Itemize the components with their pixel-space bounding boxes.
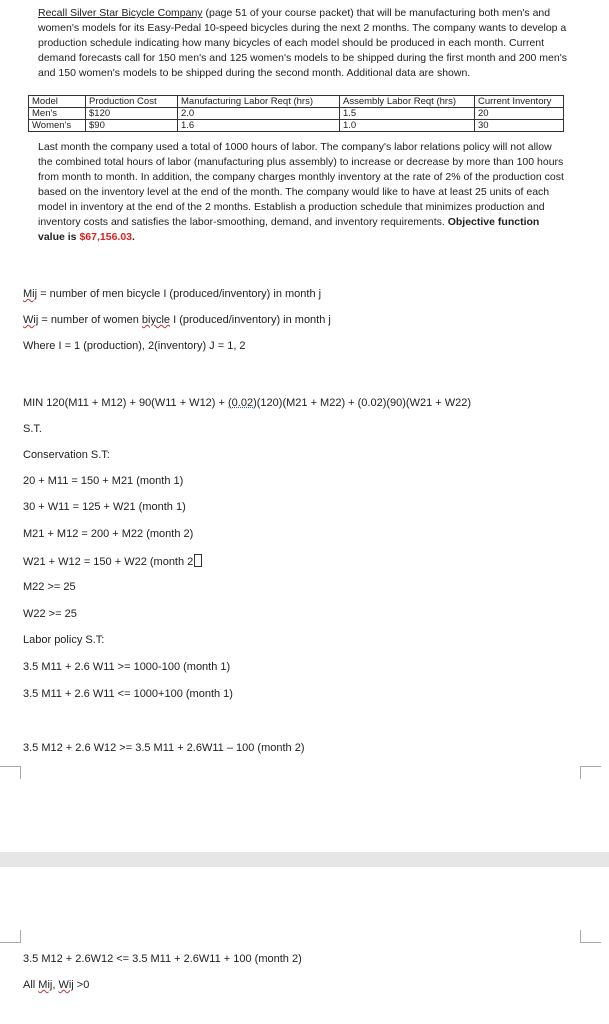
nn-text: ,	[52, 979, 59, 991]
nn-text: >0	[73, 979, 90, 991]
page-corner-mark	[580, 930, 601, 943]
constraint-line[interactable]: 30 + W11 = 125 + W21 (month 1)	[23, 501, 186, 513]
table-cell: $90	[86, 120, 178, 132]
page-corner-mark	[0, 930, 21, 943]
table-cell: 2.0	[178, 108, 340, 120]
company-title: Recall Silver Star Bicycle Company	[38, 7, 203, 19]
definition-text: = number of men bicycle I (produced/inventory) in month j	[37, 288, 322, 300]
problem-statement	[38, 6, 568, 81]
table-cell: Men's	[29, 108, 86, 120]
problem-intro: (page 51 of your course packet) that will be manufacturing both men's and women's models for its Easy-Pedal 10-speed bicycles during the next 2 months. The company wants to develop a production schedule indicating how many bicycles of each model should be produced in each month. Current demand forecasts call for 150 men's and 125 women's models to be shipped during the first month and 200 men's and 150 women's models to be shipped during the second month. Additional data are shown.	[38, 7, 567, 79]
spell-word: Wij	[23, 314, 39, 326]
constraint-line[interactable]: W22 >= 25	[23, 608, 77, 620]
objective-part: (0.02)	[228, 397, 257, 409]
table-header: Production Cost	[86, 96, 178, 108]
nonnegativity-line[interactable]	[23, 979, 89, 991]
table-cell: Women's	[29, 120, 86, 132]
spell-word: Mij	[38, 979, 53, 991]
problem-body	[38, 140, 568, 245]
table-row	[29, 108, 564, 120]
objective-part: MIN 120(M11 + M12) + 90(W11 + W12) +	[23, 397, 229, 409]
constraint-line[interactable]: 3.5 M11 + 2.6 W11 >= 1000-100 (month 1)	[23, 661, 231, 673]
definition-wij[interactable]	[23, 314, 331, 326]
page-break	[0, 852, 609, 867]
table-cell: 20	[475, 108, 564, 120]
constraint-line[interactable]: 3.5 M11 + 2.6 W11 <= 1000+100 (month 1)	[23, 688, 233, 700]
objective-end: .	[132, 231, 135, 243]
page-corner-mark	[580, 766, 601, 779]
table-row	[29, 120, 564, 132]
definition-text: = number of women	[38, 314, 142, 326]
page-corner-mark	[0, 766, 21, 779]
text-cursor-icon	[194, 554, 202, 567]
data-table	[28, 95, 564, 132]
objective-value: $67,156.03	[79, 231, 133, 243]
objective-function[interactable]	[23, 397, 471, 409]
definition-where[interactable]: Where I = 1 (production), 2(inventory) J = 1, 2	[23, 340, 246, 352]
table-cell: $120	[86, 108, 178, 120]
nn-text: All	[23, 979, 39, 991]
constraint-line[interactable]: 20 + M11 = 150 + M21 (month 1)	[23, 475, 184, 487]
labor-label[interactable]: Labor policy S.T:	[23, 634, 105, 646]
objective-part: (120)(M21 + M22) + (0.02)(90)(W21 + W22)	[256, 397, 472, 409]
table-cell: 1.0	[340, 120, 475, 132]
table-header: Manufacturing Labor Reqt (hrs)	[178, 96, 340, 108]
table-cell: 1.6	[178, 120, 340, 132]
definition-mij[interactable]	[23, 288, 321, 300]
objective-label: Objective function value is	[38, 216, 540, 243]
spell-word: biycle	[141, 314, 171, 326]
table-cell: 1.5	[340, 108, 475, 120]
constraint-line[interactable]: M22 >= 25	[23, 581, 76, 593]
conservation-label[interactable]: Conservation S.T:	[23, 449, 110, 461]
definition-text: I (produced/inventory) in month j	[170, 314, 331, 326]
constraint-line[interactable]	[23, 554, 202, 568]
table-header: Model	[29, 96, 86, 108]
constraint-line[interactable]: M21 + M12 = 200 + M22 (month 2)	[23, 528, 194, 540]
table-header: Assembly Labor Reqt (hrs)	[340, 96, 475, 108]
problem-body-text: Last month the company used a total of 1000 hours of labor. The company's labor relations policy will not allow the combined total hours of labor (manufacturing plus assembly) to increase or decrease by more than 100 hours from month to month. In addition, the company charges monthly inventory at the rate of 2% of the production cost based on the inventory level at the end of the month. The company would like to have at least 25 units of each model in inventory at the end of the 2 months. Establish a production schedule that minimizes production and inventory costs and satisfies the labor-smoothing, demand, and inventory requirements.	[38, 141, 564, 228]
st-label[interactable]: S.T.	[23, 423, 42, 435]
spell-word: Mij	[23, 288, 38, 300]
table-cell: 30	[475, 120, 564, 132]
spell-word: Wij	[58, 979, 74, 991]
constraint-line[interactable]: 3.5 M12 + 2.6W12 <= 3.5 M11 + 2.6W11 + 100 (month 2)	[23, 953, 302, 965]
constraint-line[interactable]: 3.5 M12 + 2.6 W12 >= 3.5 M11 + 2.6W11 – 100 (month 2)	[23, 742, 305, 754]
table-header-row	[29, 96, 564, 108]
table-header: Current Inventory	[475, 96, 564, 108]
constraint-text: W21 + W12 = 150 + W22 (month 2	[23, 556, 194, 568]
